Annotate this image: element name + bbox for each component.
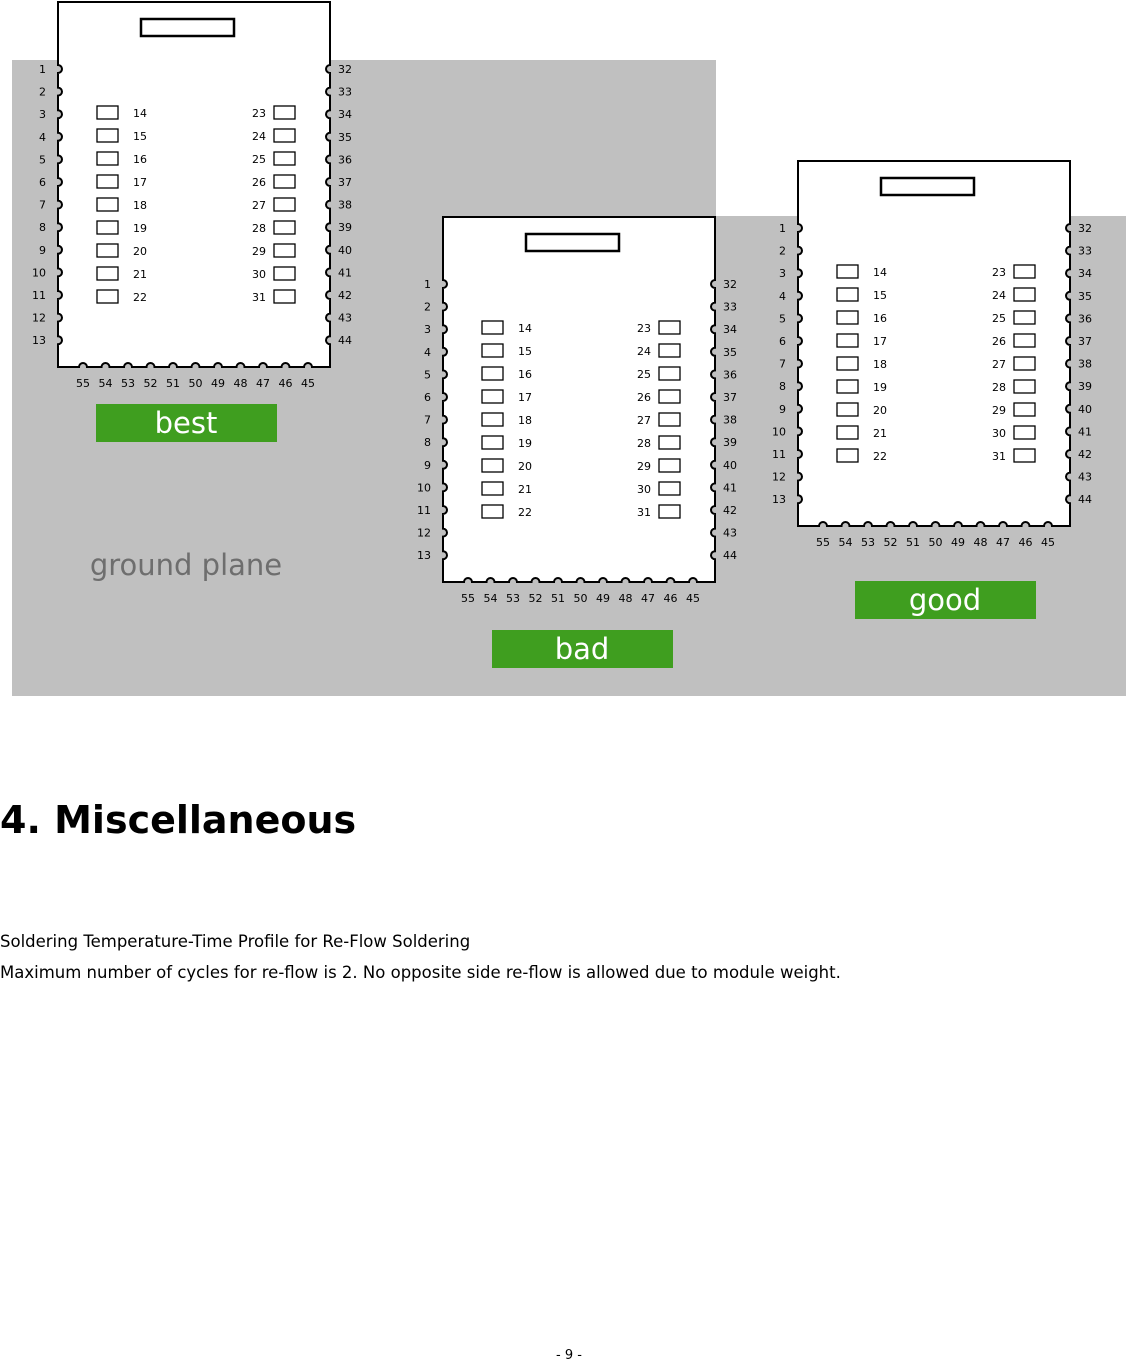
module-bad [417, 217, 737, 605]
pin-number: 52 [143, 377, 158, 390]
pin-number: 54 [98, 377, 113, 390]
pad-number: 29 [992, 404, 1006, 417]
pin-number: 40 [723, 458, 737, 472]
pin-number: 51 [551, 592, 565, 605]
pin-number: 52 [883, 536, 898, 549]
pin-number: 8 [39, 221, 46, 235]
pin-number: 50 [188, 377, 203, 390]
pad-number: 14 [873, 266, 887, 279]
pad [482, 367, 503, 380]
pad [1014, 288, 1035, 301]
pad-number: 24 [637, 345, 651, 358]
pin-number: 34 [1078, 267, 1092, 281]
pad-number: 31 [637, 506, 651, 519]
label-good [855, 581, 1036, 619]
pin-number: 55 [76, 377, 90, 390]
pad-number: 23 [992, 266, 1006, 279]
pad [659, 321, 680, 334]
ground-plane-label: ground plane [89, 548, 283, 582]
pad-number: 22 [133, 291, 147, 304]
pad-number: 20 [518, 460, 532, 473]
pad-number: 14 [518, 322, 532, 335]
pad-number: 19 [873, 381, 887, 394]
pad [659, 482, 680, 495]
pad-number: 30 [992, 427, 1006, 440]
section-heading: 4. Miscellaneous [0, 798, 357, 842]
pin-number: 37 [1078, 335, 1092, 348]
pad [482, 505, 503, 518]
pad [482, 459, 503, 472]
pin-number: 51 [166, 377, 180, 390]
pin-number: 55 [461, 592, 475, 605]
pad-number: 21 [133, 268, 147, 281]
pad-number: 19 [133, 222, 147, 235]
pin-number: 13 [32, 334, 46, 348]
pin-number: 47 [996, 536, 1010, 549]
pin-number: 34 [723, 323, 737, 337]
pin-number: 5 [424, 368, 431, 382]
pin-number: 33 [1078, 244, 1092, 258]
pin-number: 49 [211, 377, 225, 390]
pin-number: 41 [723, 481, 737, 495]
pin-number: 42 [338, 289, 352, 302]
pad-number: 25 [637, 368, 651, 381]
pad-number: 15 [518, 345, 532, 358]
pin-number: 2 [39, 85, 46, 99]
pin-number: 1 [779, 222, 786, 235]
pin-number: 38 [1078, 357, 1092, 371]
pad [837, 449, 858, 462]
label-good-text: good [908, 583, 982, 617]
pin-number: 35 [1078, 289, 1092, 303]
pad [837, 311, 858, 324]
pin-number: 8 [779, 380, 786, 394]
pad [274, 221, 295, 234]
pin-number: 46 [278, 377, 293, 390]
pin-number: 32 [1078, 222, 1092, 235]
pad-number: 15 [133, 130, 147, 143]
pad [274, 198, 295, 211]
pad [97, 221, 118, 234]
pad-number: 26 [252, 176, 266, 189]
pin-number: 45 [686, 592, 700, 605]
pad [97, 244, 118, 257]
pin-number: 37 [338, 176, 352, 189]
pin-number: 53 [861, 536, 875, 549]
pad [97, 106, 118, 119]
pad [1014, 311, 1035, 324]
pad-number: 28 [252, 222, 266, 235]
pad [97, 152, 118, 165]
pad-number: 14 [133, 107, 147, 120]
pad-number: 16 [518, 368, 532, 381]
pin-number: 12 [417, 526, 431, 540]
pin-number: 38 [723, 413, 737, 427]
pin-number: 32 [723, 278, 737, 291]
pin-number: 54 [838, 536, 853, 549]
pin-number: 33 [723, 300, 737, 314]
pad [1014, 426, 1035, 439]
pad [482, 413, 503, 426]
pin-number: 11 [32, 289, 46, 302]
pin-number: 6 [779, 335, 786, 348]
pad-number: 29 [252, 245, 266, 258]
pin-number: 9 [779, 402, 786, 416]
pad-number: 16 [133, 153, 147, 166]
pin-number: 1 [39, 63, 46, 76]
pad [837, 265, 858, 278]
pin-number: 46 [663, 592, 678, 605]
pin-number: 40 [338, 243, 352, 257]
pad-number: 22 [873, 450, 887, 463]
pin-number: 38 [338, 198, 352, 212]
pad-number: 29 [637, 460, 651, 473]
pad [482, 436, 503, 449]
pad-number: 17 [873, 335, 887, 348]
pad [482, 390, 503, 403]
pad-number: 18 [873, 358, 887, 371]
pad-number: 30 [637, 483, 651, 496]
pad-number: 20 [133, 245, 147, 258]
pin-number: 10 [32, 266, 46, 280]
pin-number: 7 [39, 198, 46, 212]
label-bad-text: bad [554, 632, 610, 666]
pin-number: 4 [39, 130, 46, 144]
pin-number: 39 [723, 436, 737, 450]
reflow-cycles-note: Maximum number of cycles for re-flow is 2. No opposite side re-flow is allowed due to module weight. [0, 963, 841, 982]
pad [97, 267, 118, 280]
pin-number: 42 [1078, 448, 1092, 461]
pin-number: 43 [1078, 470, 1092, 484]
pad-number: 27 [992, 358, 1006, 371]
pin-number: 5 [779, 312, 786, 326]
pad [659, 367, 680, 380]
label-bad [492, 630, 673, 668]
pin-number: 36 [723, 368, 737, 382]
pin-number: 7 [779, 357, 786, 371]
pad [274, 106, 295, 119]
pin-number: 7 [424, 413, 431, 427]
pin-number: 44 [723, 549, 737, 563]
pin-number: 5 [39, 153, 46, 167]
pin-number: 32 [338, 63, 352, 76]
pad [1014, 380, 1035, 393]
pad-number: 23 [252, 107, 266, 120]
pin-number: 42 [723, 504, 737, 517]
pad-number: 23 [637, 322, 651, 335]
pin-number: 3 [779, 267, 786, 281]
pin-number: 4 [424, 345, 431, 359]
module-good [772, 161, 1092, 549]
pin-number: 44 [1078, 493, 1092, 507]
pad-number: 27 [252, 199, 266, 212]
pad [274, 290, 295, 303]
pin-number: 11 [772, 448, 786, 461]
pad-number: 18 [518, 414, 532, 427]
pad-number: 31 [992, 450, 1006, 463]
pin-number: 55 [816, 536, 830, 549]
pad [274, 129, 295, 142]
pad-number: 26 [992, 335, 1006, 348]
module-best [32, 2, 352, 390]
pin-number: 45 [1041, 536, 1055, 549]
pad [659, 413, 680, 426]
pin-number: 35 [723, 345, 737, 359]
pad [837, 426, 858, 439]
pad [837, 288, 858, 301]
pin-number: 36 [1078, 312, 1092, 326]
pad [659, 390, 680, 403]
pad-number: 30 [252, 268, 266, 281]
pad-number: 28 [992, 381, 1006, 394]
pin-number: 54 [483, 592, 498, 605]
pin-number: 41 [1078, 425, 1092, 439]
pad-number: 15 [873, 289, 887, 302]
label-best-text: best [154, 406, 218, 440]
pin-number: 50 [573, 592, 588, 605]
pin-number: 43 [338, 311, 352, 325]
pin-number: 1 [424, 278, 431, 291]
pad [482, 482, 503, 495]
pad [837, 380, 858, 393]
pad-number: 17 [133, 176, 147, 189]
pin-number: 10 [772, 425, 786, 439]
pin-number: 47 [641, 592, 655, 605]
pad [1014, 334, 1035, 347]
pin-number: 12 [772, 470, 786, 484]
pin-number: 12 [32, 311, 46, 325]
antenna-slot [141, 19, 234, 36]
pad-number: 22 [518, 506, 532, 519]
pad [97, 129, 118, 142]
pin-number: 11 [417, 504, 431, 517]
pin-number: 48 [233, 377, 248, 390]
reflow-profile-title: Soldering Temperature-Time Profile for Re-Flow Soldering [0, 932, 471, 951]
pin-number: 39 [1078, 380, 1092, 394]
pin-number: 45 [301, 377, 315, 390]
pad-number: 25 [252, 153, 266, 166]
pin-number: 50 [928, 536, 943, 549]
pin-number: 2 [424, 300, 431, 314]
pin-number: 51 [906, 536, 920, 549]
pad-number: 24 [992, 289, 1006, 302]
pad [482, 344, 503, 357]
antenna-slot [881, 178, 974, 195]
page-number: - 9 - [556, 1348, 582, 1363]
pad [1014, 403, 1035, 416]
pad-number: 20 [873, 404, 887, 417]
pad-number: 21 [518, 483, 532, 496]
pad [274, 267, 295, 280]
pin-number: 40 [1078, 402, 1092, 416]
pin-number: 9 [39, 243, 46, 257]
pin-number: 9 [424, 458, 431, 472]
pin-number: 34 [338, 108, 352, 122]
pad [659, 344, 680, 357]
pad [837, 334, 858, 347]
pin-number: 44 [338, 334, 352, 348]
pin-number: 53 [121, 377, 135, 390]
pad-number: 24 [252, 130, 266, 143]
pad [1014, 449, 1035, 462]
pad-number: 21 [873, 427, 887, 440]
pad-number: 28 [637, 437, 651, 450]
pad-number: 18 [133, 199, 147, 212]
pad [659, 505, 680, 518]
pin-number: 36 [338, 153, 352, 167]
pad [274, 244, 295, 257]
pad [659, 436, 680, 449]
pin-number: 39 [338, 221, 352, 235]
pin-number: 53 [506, 592, 520, 605]
pad-number: 19 [518, 437, 532, 450]
pad [97, 175, 118, 188]
pin-number: 49 [951, 536, 965, 549]
pin-number: 48 [973, 536, 988, 549]
pin-number: 13 [772, 493, 786, 507]
pin-number: 10 [417, 481, 431, 495]
pad [837, 357, 858, 370]
pin-number: 49 [596, 592, 610, 605]
pad [837, 403, 858, 416]
pad [482, 321, 503, 334]
pin-number: 48 [618, 592, 633, 605]
pin-number: 8 [424, 436, 431, 450]
pad [97, 290, 118, 303]
pin-number: 3 [424, 323, 431, 337]
pin-number: 37 [723, 391, 737, 404]
pad-number: 27 [637, 414, 651, 427]
pin-number: 6 [39, 176, 46, 189]
pin-number: 41 [338, 266, 352, 280]
pad-number: 25 [992, 312, 1006, 325]
pad [1014, 265, 1035, 278]
pad-number: 31 [252, 291, 266, 304]
pad [274, 152, 295, 165]
pin-number: 33 [338, 85, 352, 99]
pad [659, 459, 680, 472]
pin-number: 52 [528, 592, 543, 605]
pad-number: 17 [518, 391, 532, 404]
pin-number: 4 [779, 289, 786, 303]
label-best [96, 404, 277, 442]
pin-number: 2 [779, 244, 786, 258]
pin-number: 43 [723, 526, 737, 540]
pin-number: 46 [1018, 536, 1033, 549]
pad [274, 175, 295, 188]
pin-number: 35 [338, 130, 352, 144]
pin-number: 47 [256, 377, 270, 390]
pad [97, 198, 118, 211]
pin-number: 13 [417, 549, 431, 563]
pad-number: 16 [873, 312, 887, 325]
pad-number: 26 [637, 391, 651, 404]
antenna-slot [526, 234, 619, 251]
pin-number: 6 [424, 391, 431, 404]
pad [1014, 357, 1035, 370]
pin-number: 3 [39, 108, 46, 122]
